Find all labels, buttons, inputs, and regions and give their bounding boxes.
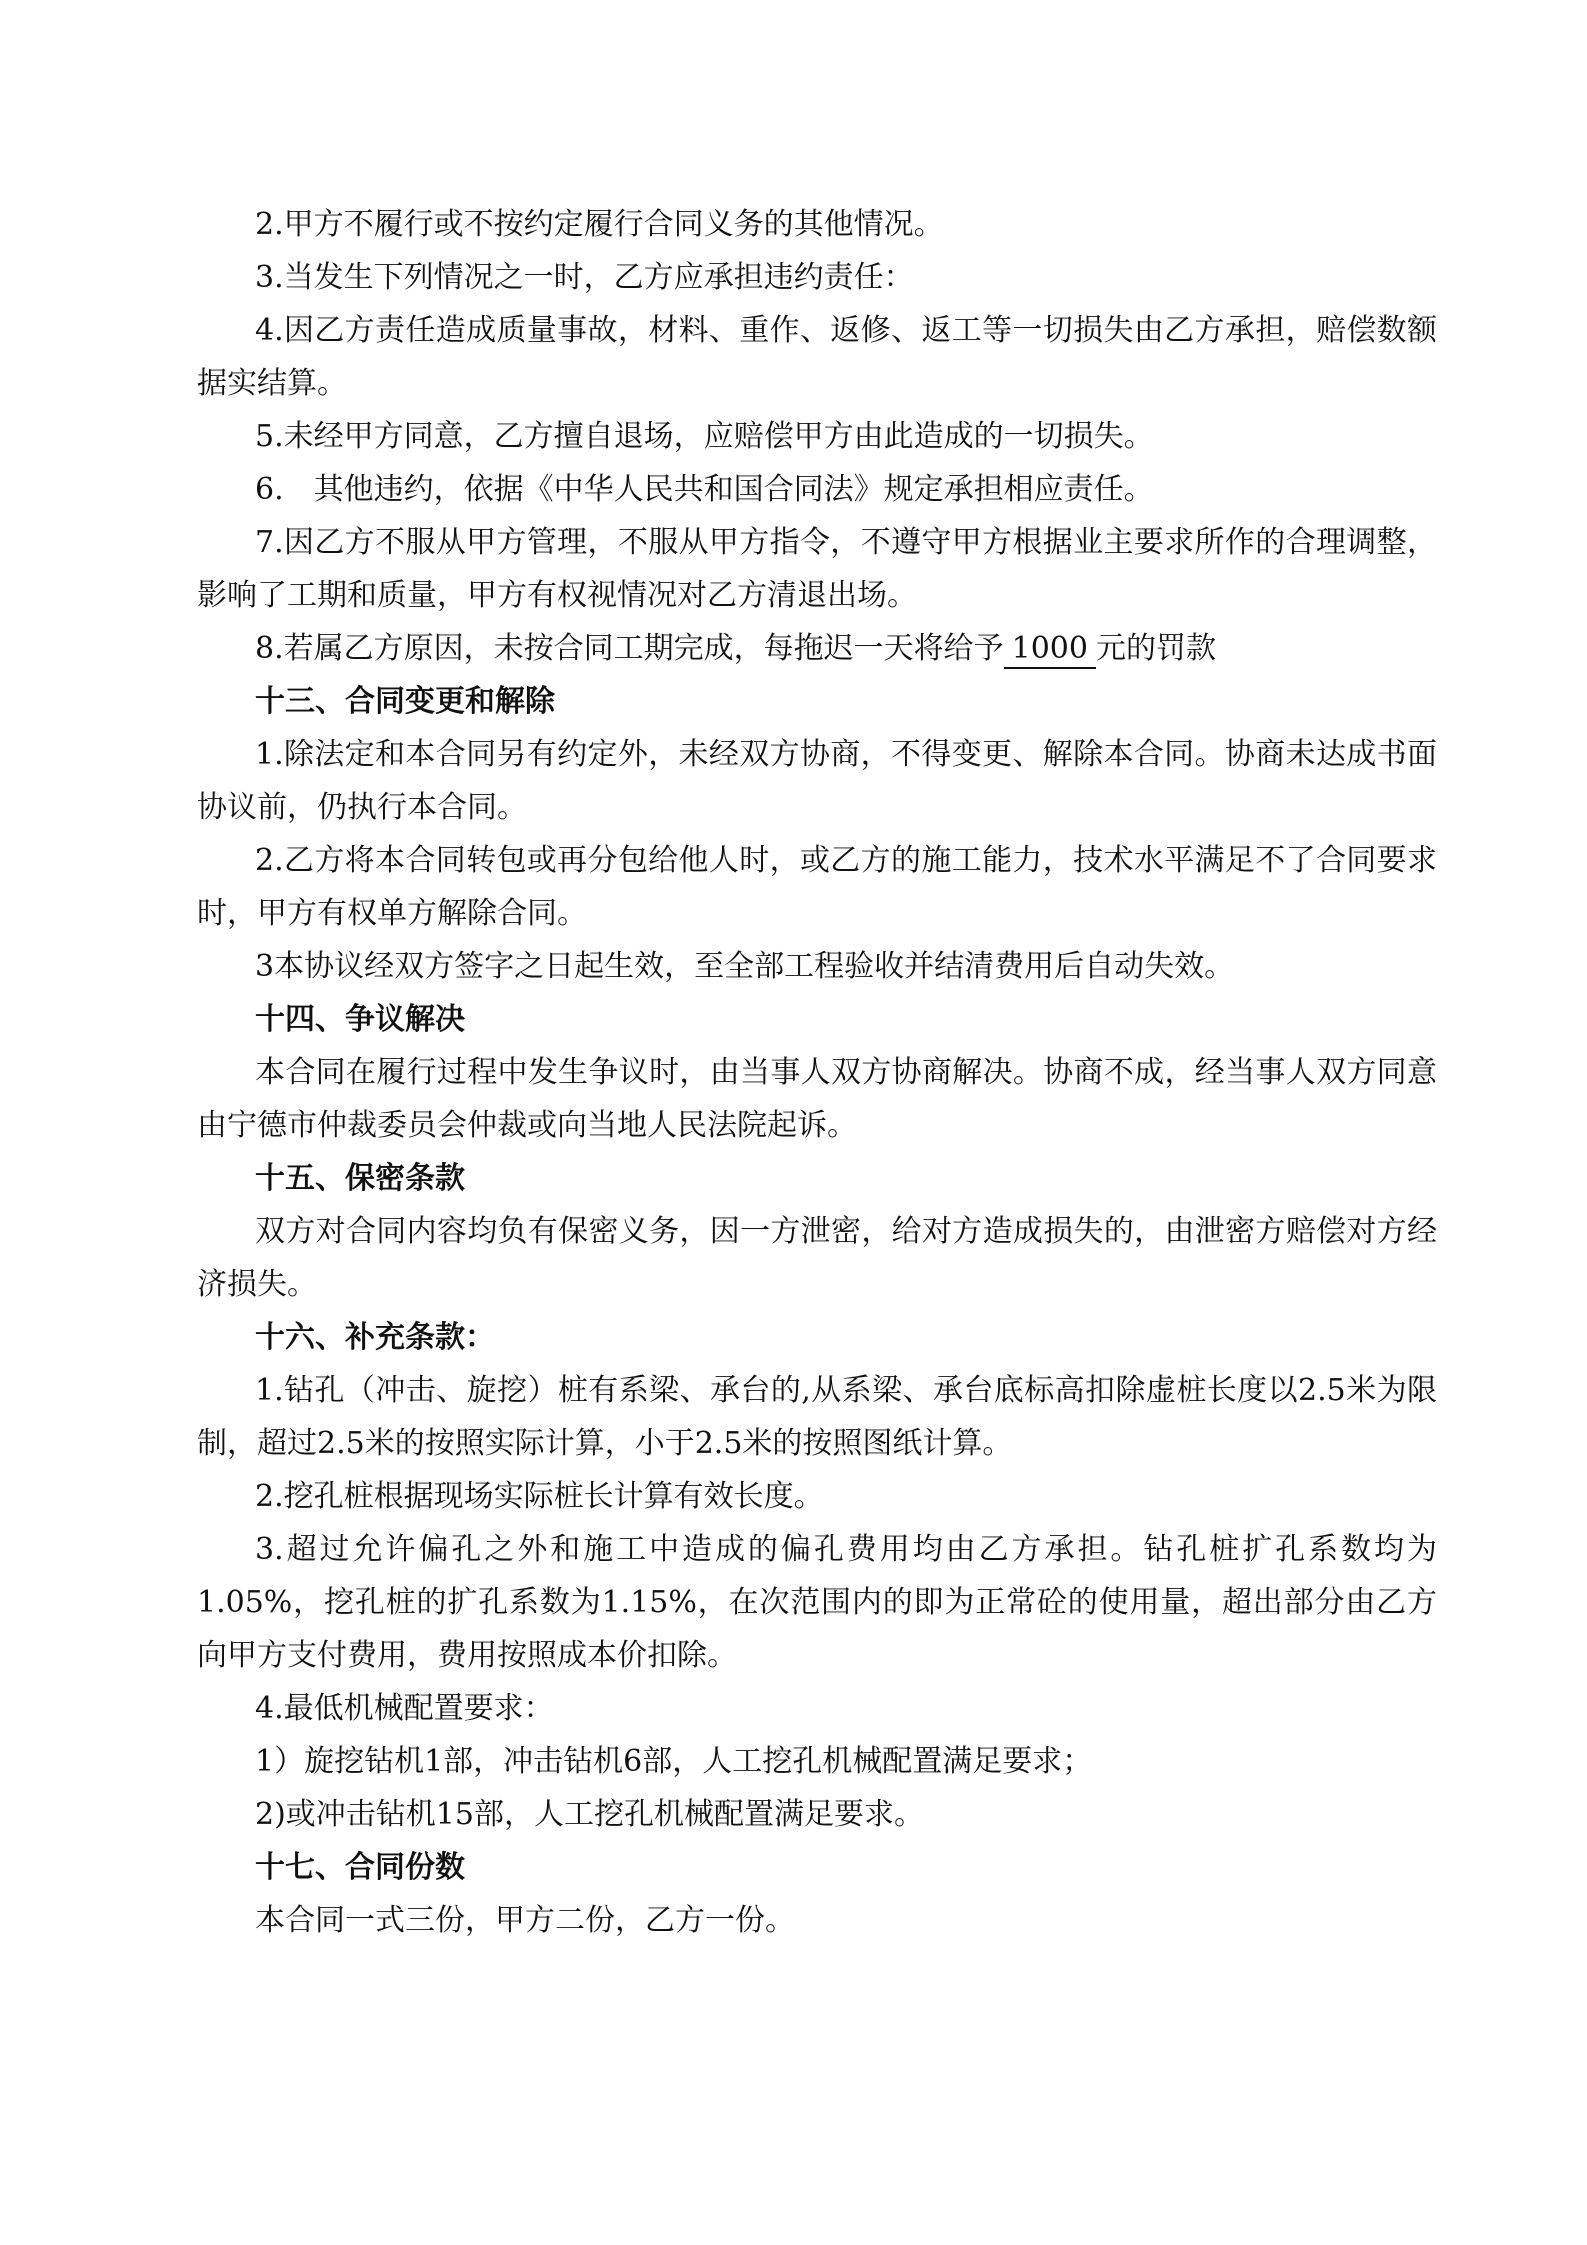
clause-8-delay-penalty <box>197 622 1437 675</box>
section-16-heading: 十六、补充条款： <box>255 1320 495 1355</box>
section-16-item-2: 2.挖孔桩根据现场实际桩长计算有效长度。 <box>255 1479 824 1514</box>
section-14-heading: 十四、争议解决 <box>255 1002 465 1037</box>
clause-6-other-breach: 6. 其他违约，依据《中华人民共和国合同法》规定承担相应责任。 <box>255 472 1154 507</box>
section-16-item-4-2: 2)或冲击钻机15部，人工挖孔机械配置满足要求。 <box>255 1797 924 1832</box>
delay-penalty-text: 8.若属乙方原因，未按合同工期完成，每拖迟一天将给予 <box>255 631 1004 666</box>
section-13-item-3: 3本协议经双方签字之日起生效，至全部工程验收并结清费用后自动失效。 <box>255 949 1235 984</box>
section-13-item-2: 2.乙方将本合同转包或再分包给他人时，或乙方的施工能力，技术水平满足不了合同要求时，甲方有权单方解除合同。 <box>197 843 1437 931</box>
clause-4-quality-accident: 4.因乙方责任造成质量事故，材料、重作、返修、返工等一切损失由乙方承担，赔偿数额据实结算。 <box>197 313 1437 401</box>
clause-5-unauthorized-exit: 5.未经甲方同意，乙方擅自退场，应赔偿甲方由此造成的一切损失。 <box>255 419 1154 454</box>
section-13-item-1: 1.除法定和本合同另有约定外，未经双方协商，不得变更、解除本合同。协商未达成书面协议前，仍执行本合同。 <box>197 737 1437 825</box>
penalty-amount: 1000 <box>1004 631 1096 669</box>
delay-penalty-suffix: 元的罚款 <box>1095 631 1216 666</box>
clause-3-party-b-liability: 3.当发生下列情况之一时，乙方应承担违约责任： <box>255 260 914 295</box>
section-15-heading: 十五、保密条款 <box>255 1161 465 1196</box>
section-15-body: 双方对合同内容均负有保密义务，因一方泄密，给对方造成损失的，由泄密方赔偿对方经济损失。 <box>197 1214 1437 1302</box>
section-16-item-4: 4.最低机械配置要求： <box>255 1691 554 1726</box>
clause-2-party-a-breach: 2.甲方不履行或不按约定履行合同义务的其他情况。 <box>255 207 944 242</box>
clause-7-disobey-management: 7.因乙方不服从甲方管理，不服从甲方指令，不遵守甲方根据业主要求所作的合理调整，影响了工期和质量，甲方有权视情况对乙方清退出场。 <box>197 525 1437 613</box>
section-14-body: 本合同在履行过程中发生争议时，由当事人双方协商解决。协商不成，经当事人双方同意由宁德市仲裁委员会仲裁或向当地人民法院起诉。 <box>197 1055 1437 1143</box>
section-13-heading: 十三、合同变更和解除 <box>255 684 555 719</box>
section-16-item-1: 1.钻孔（冲击、旋挖）桩有系梁、承台的,从系梁、承台底标高扣除虚桩长度以2.5米为限制，超过2.5米的按照实际计算，小于2.5米的按照图纸计算。 <box>197 1373 1437 1461</box>
section-16-item-4-1: 1）旋挖钻机1部，冲击钻机6部，人工挖孔机械配置满足要求； <box>255 1744 1093 1779</box>
document-page <box>197 198 1437 1947</box>
section-17-body: 本合同一式三份，甲方二份，乙方一份。 <box>255 1903 795 1938</box>
section-17-heading: 十七、合同份数 <box>255 1850 465 1885</box>
section-16-item-3: 3.超过允许偏孔之外和施工中造成的偏孔费用均由乙方承担。钻孔桩扩孔系数均为1.05%，挖孔桩的扩孔系数为1.15%，在次范围内的即为正常砼的使用量，超出部分由乙方向甲方支付费用，费用按照成本价扣除。 <box>197 1532 1437 1673</box>
